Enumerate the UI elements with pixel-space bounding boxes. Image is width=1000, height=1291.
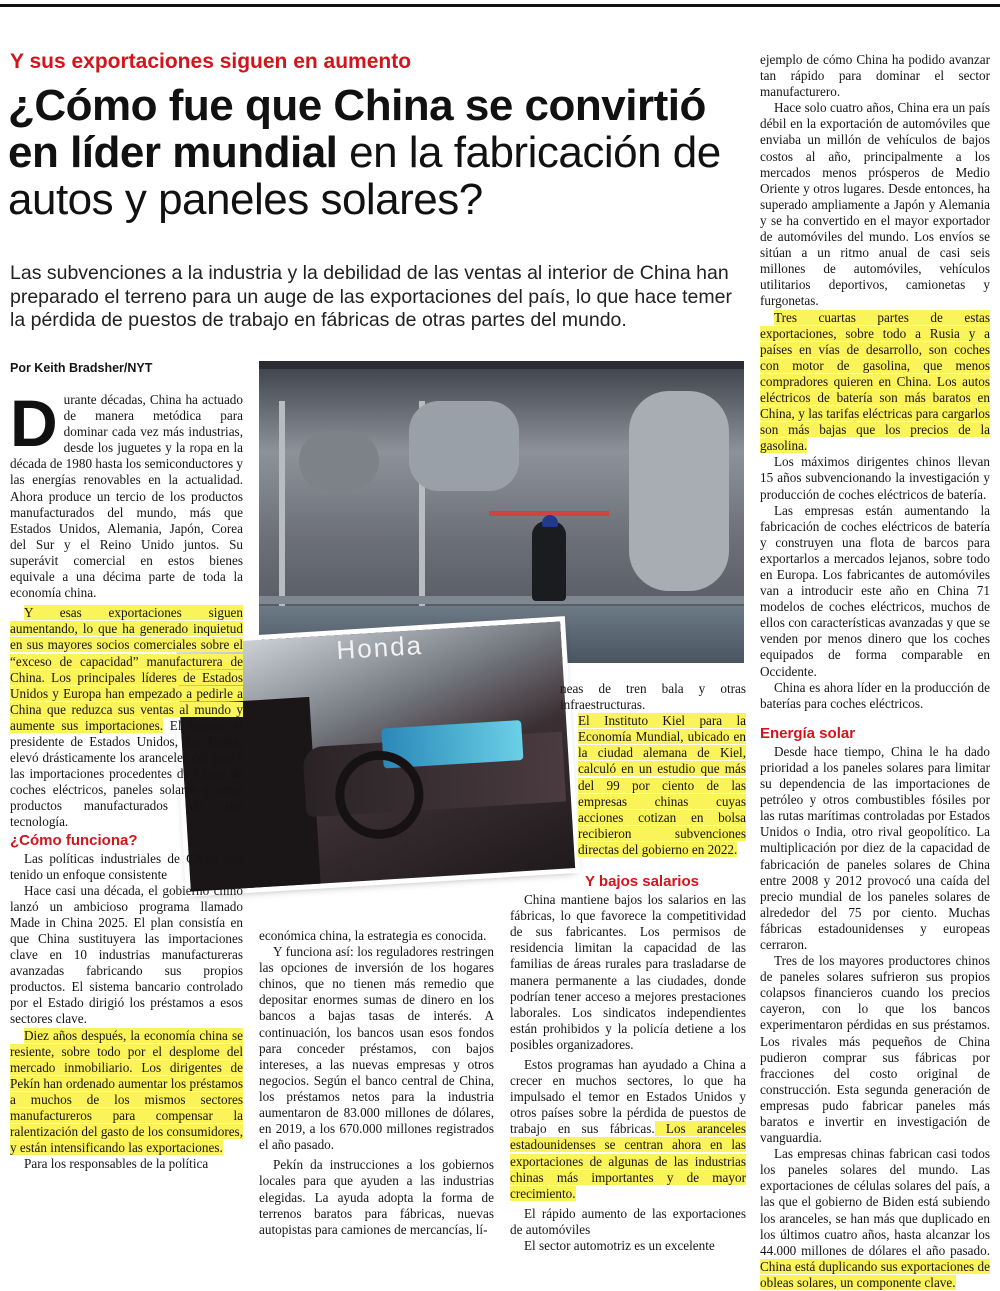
- col4-paragraph-9: Las empresas chinas fabrican casi todos los paneles solares del mundo. Las exportaciones de células solares del país, a las que el gobierno de Biden está subiendo los aranceles, se han más que duplicado en los últimos cuatro años, hasta alcanzar los 44.000 millones de dólares el año pasado. China está duplicando sus exportaciones de obleas solares, un componente clave.: [760, 1146, 990, 1290]
- col4-highlight-1: Tres cuartas partes de estas exportaciones, sobre todo a Rusia y a países en vías de desarrollo, son coches con motor de gasolina, que menos compradores quieren en China. Los autos eléctricos de batería son más baratos en China, y las tarifas eléctricas para cargarlos son más bajas que los precios de la gasolina.: [760, 309, 990, 454]
- col3-paragraph-2: [510, 713, 746, 858]
- headline-bold: ¿Cómo fue que China se convirtió en líder mundial: [8, 81, 706, 177]
- col4-subhead: Energía solar: [760, 724, 856, 742]
- col1-paragraph-2: Y esas exportaciones siguen aumentando, lo que ha generado inquietud en sus mayores socios comerciales sobre el “exceso de capacidad” manufacturera de China. Los principales líderes de Estados Unidos y Europa han empezado a pedirle a China que reduzca sus ventas al mundo y aumente sus importaciones. El martes, el presidente de Estados Unidos, Joe Biden, elevó drásticamente los aranceles del país a las importaciones procedentes de China de coches eléctricos, paneles solares y otros productos manufacturados de alta tecnología.: [10, 605, 244, 830]
- deck: Las subvenciones a la industria y la debilidad de las ventas al interior de China han preparado el terreno para un auge de las exportaciones del país, lo que hace temer la pérdida de puestos de trabajo en fábricas de otras partes del mundo.: [10, 262, 732, 331]
- col4-paragraph-1: ejemplo de cómo China ha podido avanzar tan rápido para dominar el sector manufacturero.: [760, 52, 990, 100]
- col3-paragraph-5: El rápido aumento de las exportaciones de automóviles: [510, 1205, 746, 1237]
- headline: [8, 82, 743, 223]
- col4-paragraph-8: Tres de los mayores productores chinos de paneles solares sufrieron sus propios colapsos financieros cuando los precios cayeron, con lo que los bancos experimentaron pérdidas en sus préstamos. Los rivales más pequeños de China pudieron comprar sus fábricas por fracciones del costo original de construcción. Esta segunda generación de empresas pudo fabricar paneles más baratos e invertir en investigación de vanguardia.: [760, 953, 990, 1146]
- col4-paragraph-6: China es ahora líder en la producción de baterías para coches eléctricos.: [760, 679, 990, 711]
- col3-paragraph-3: China mantiene bajos los salarios en las fábricas, lo que favorece la competitividad de sus fabricantes. Los permisos de residencia limitan la capacidad de las familias de áreas rurales para trasladarse de manera permanente a las ciudades, donde podrían tener acceso a mejores prestaciones laborales. Los sindicatos independientes están prohibidos y la policía detiene a los posibles organizadores.: [510, 892, 746, 1052]
- col3-paragraph-6: El sector automotriz es un excelente: [524, 1238, 715, 1253]
- col1-paragraph-1: Durante décadas, China ha actuado de manera metódica para dominar cada vez más industrias, desde los juguetes y la ropa en la década de 1980 hasta los semiconductores y las energías renovables en la actualidad. Ahora produce un tercio de los productos manufacturados del mundo, más que Estados Unidos, Alemania, Japón, Corea del Sur y el Reino Unido juntos. Su superávit comercial en estos bienes equivale a una décima parte de toda la economía china.: [10, 386, 243, 601]
- dropcap: D: [10, 386, 58, 460]
- photo-brand-text: Honda: [335, 629, 424, 666]
- col1-paragraph-4: Hace casi una década, el gobierno chino lanzó un ambicioso programa llamado Made in China 2025. El plan consistía en que China sustituyera las importaciones clave en 10 industrias manufactureras avanzadas fabricando sus propios productos. El sistema bancario controlado por el Estado dirigió los préstamos a esos sectores clave.: [10, 882, 243, 1027]
- col1-paragraph-5: [10, 1028, 243, 1157]
- column-2: [259, 928, 494, 1238]
- headline-rest: en la fabricación de autos y paneles solares?: [8, 128, 721, 224]
- col2-paragraph-1: económica china, la estrategia es conocida.: [259, 928, 487, 943]
- col4-paragraph-7: Desde hace tiempo, China le ha dado prioridad a los paneles solares para limitar su dependencia de las importaciones de petróleo y otros combustibles fósiles por las rutas marítimas controladas por Estados Unidos o India, otro rival geopolítico. La multiplicación por diez de la capacidad de fabricación de paneles solares de China entre 2008 y 2012 provocó una caída del precio mundial de los paneles solares de alrededor del 75 por ciento. Muchas fábricas estadounidenses y europeas cerraron.: [760, 743, 990, 952]
- col1-paragraph-3: Las políticas industriales de China han tenido un enfoque consistente: [10, 850, 243, 882]
- col2-paragraph-2: Y funciona así: los reguladores restringen las opciones de inversión de los hogares chinos, que no tienen más remedio que depositar enormes sumas de dinero en los bancos a bajas tasas de interés. A continuación, los bancos usan esos fondos para conceder préstamos, con bajos intereses, a las nuevas empresas y otros negocios. Según el banco central de China, los préstamos netos para la industria aumentaron de 83.000 millones de dólares, en 2019, a los 670.000 millones registrados el año pasado.: [259, 944, 494, 1153]
- col4-paragraph-2: Hace solo cuatro años, China era un país débil en la exportación de automóviles que enviaba un millón de vehículos de bajos costos al año, principalmente a los mercados menos prósperos de Medio Oriente y otros lugares. Desde entonces, ha superado ampliamente a Japón y Alemania y se ha convertido en el mayor exportador de automóviles del mundo. Los envíos se sitúan a un ritmo anual de casi seis millones de automóviles, vehículos utilitarios deportivos, camionetas y furgonetas.: [760, 100, 990, 309]
- column-4: [760, 52, 990, 1291]
- col3-paragraph-4: Estos programas han ayudado a China a crecer en muchos sectores, lo que ha impulsado el temor en Estados Unidos y otros países sobre la pérdida de puestos de trabajo en sus fábricas. Los aranceles estadounidenses se centran ahora en las exportaciones de algunas de las industrias chinas más importantes y de mayor crecimiento.: [510, 1056, 746, 1201]
- top-rule: [0, 4, 1000, 7]
- col1-highlight-1: Y esas exportaciones siguen aumentando, lo que ha generado inquietud en sus mayores socios comerciales sobre el “exceso de capacidad” manufacturera de China. Los principales líderes de Estados Unidos y Europa han empezado a pedirle a China que reduzca sus ventas al mundo y aumente sus importaciones.: [10, 605, 243, 733]
- column-1: [10, 386, 244, 1172]
- factory-photo: [259, 361, 744, 663]
- col4-paragraph-5: Las empresas están aumentando la fabricación de coches eléctricos de batería y construyen una flota de barcos para exportarlos a mercados lejanos, sobre todo en Europa. Los fabricantes de automóviles van a introducir este año en China 71 modelos de coches eléctricos, muchos de ellos con características avanzadas y que se venden por menos dinero que los coches equipados de forma comparable en Occidente.: [760, 502, 990, 679]
- col4-paragraph-4: Los máximos dirigentes chinos llevan 15 años subvencionando la investigación y producción de coches eléctricos de batería.: [760, 454, 990, 502]
- col3-highlight-1: El Instituto Kiel para la Economía Mundial, ubicado en la ciudad alemana de Kiel, calculó en un estudio que más del 99 por ciento de las empresas chinas cuyas acciones cotizan en bolsa recibieron subvenciones directas del gobierno en 2022.: [578, 713, 746, 857]
- col4-paragraph-3: [760, 310, 990, 455]
- col4-highlight-2: China está duplicando sus exportaciones de obleas solares, un componente clave.: [760, 1258, 990, 1290]
- col3-subhead: Y bajos salarios: [585, 873, 699, 891]
- column-3: [510, 681, 746, 1254]
- col3-highlight-2: Los aranceles estadounidenses se centran ahora en las exportaciones de algunas de las industrias chinas más importantes y de mayor crecimiento.: [510, 1121, 746, 1201]
- col2-paragraph-3: Pekín da instrucciones a los gobiernos locales para que ayuden a las industrias elegidas. La ayuda adopta la forma de terrenos baratos para fábricas, nuevas autopistas para camiones de mercancías, lí-: [259, 1157, 494, 1237]
- byline: Por Keith Bradsher/NYT: [10, 361, 153, 375]
- kicker: Y sus exportaciones siguen en aumento: [10, 50, 412, 73]
- col1-paragraph-6: Para los responsables de la política: [24, 1156, 209, 1172]
- col1-highlight-2: Diez años después, la economía china se resiente, sobre todo por el desplome del mercado inmobiliario. Los dirigentes de Pekín han ordenado aumentar los préstamos a muchos de los mismos sectores manufactureros para compensar la ralentización del gasto de los consumidores, y están intensificando las exportaciones.: [10, 1027, 243, 1156]
- col3-paragraph-1: neas de tren bala y otras infraestructuras.: [560, 681, 746, 713]
- col1-subhead: ¿Cómo funciona?: [10, 831, 138, 849]
